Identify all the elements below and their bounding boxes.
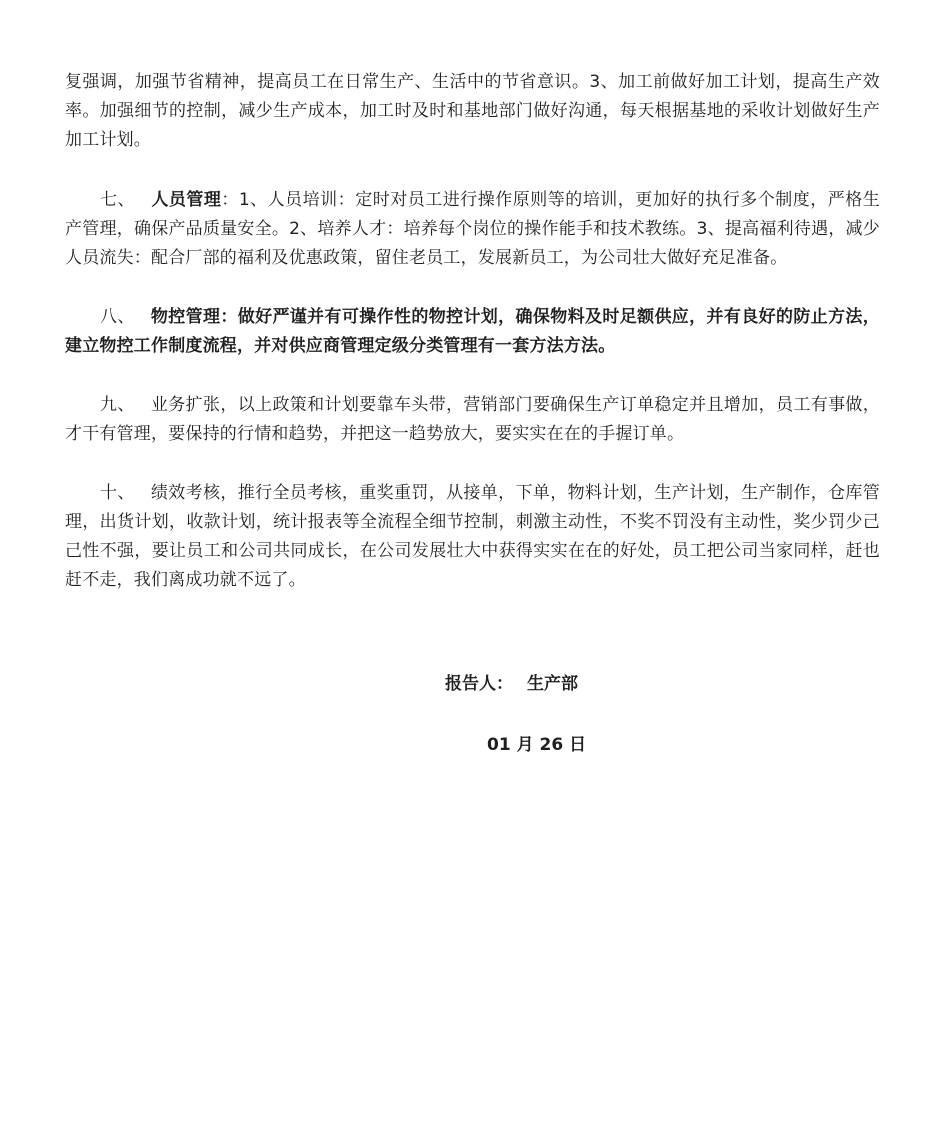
paragraph-seven-number: 七、 xyxy=(100,190,136,210)
paragraph-nine xyxy=(65,391,880,449)
paragraph-eight-text: 做好严谨并有可操作性的物控计划，确保物料及时足额供应，并有良好的防止方法，建立物控工作制度流程，并对供应商管理定级分类管理有一套方法方法。 xyxy=(65,307,880,356)
paragraph-continued xyxy=(65,68,880,155)
paragraph-nine-text: 业务扩张，以上政策和计划要靠车头带，营销部门要确保生产订单稳定并且增加，员工有事做，才干有管理，要保持的行情和趋势，并把这一趋势放大，要实实在在的手握订单。 xyxy=(65,395,880,444)
signature-label: 报告人： xyxy=(445,674,513,694)
paragraph-ten-number: 十、 xyxy=(100,483,135,503)
paragraph-eight xyxy=(65,303,880,361)
paragraph-eight-number: 八、 xyxy=(100,307,135,327)
paragraph-seven-heading: 人员管理 xyxy=(151,190,222,210)
paragraph-ten-text: 绩效考核，推行全员考核，重奖重罚，从接单，下单，物料计划，生产计划，生产制作，仓库管理，出货计划，收款计划，统计报表等全流程全细节控制，刺激主动性，不奖不罚没有主动性，奖少罚少己己性不强，要让员工和公司共同成长，在公司发展壮大中获得实实在在的好处，员工把公司当家同样，赶也赶不走，我们离成功就不远了。 xyxy=(65,483,880,590)
paragraph-ten xyxy=(65,479,880,595)
signature-department: 生产部 xyxy=(527,674,578,694)
report-date xyxy=(487,731,586,759)
document-body xyxy=(65,68,880,595)
paragraph-continued-text: 复强调，加强节省精神，提高员工在日常生产、生活中的节省意识。3、加工前做好加工计划，提高生产效率。加强细节的控制，减少生产成本，加工时及时和基地部门做好沟通，每天根据基地的采收计划做好生产加工计划。 xyxy=(65,72,880,150)
paragraph-seven-text: ：1、人员培训：定时对员工进行操作原则等的培训，更加好的执行多个制度，严格生产管理，确保产品质量安全。2、培养人才：培养每个岗位的操作能手和技术教练。3、提高福利待遇，减少人员流失：配合厂部的福利及优惠政策，留住老员工，发展新员工，为公司壮大做好充足准备。 xyxy=(65,190,880,268)
paragraph-nine-number: 九、 xyxy=(100,395,135,415)
signature-line xyxy=(445,670,578,698)
paragraph-seven xyxy=(65,186,880,273)
paragraph-eight-heading: 物控管理： xyxy=(150,307,238,327)
report-date-text: 01 月 26 日 xyxy=(487,735,587,755)
